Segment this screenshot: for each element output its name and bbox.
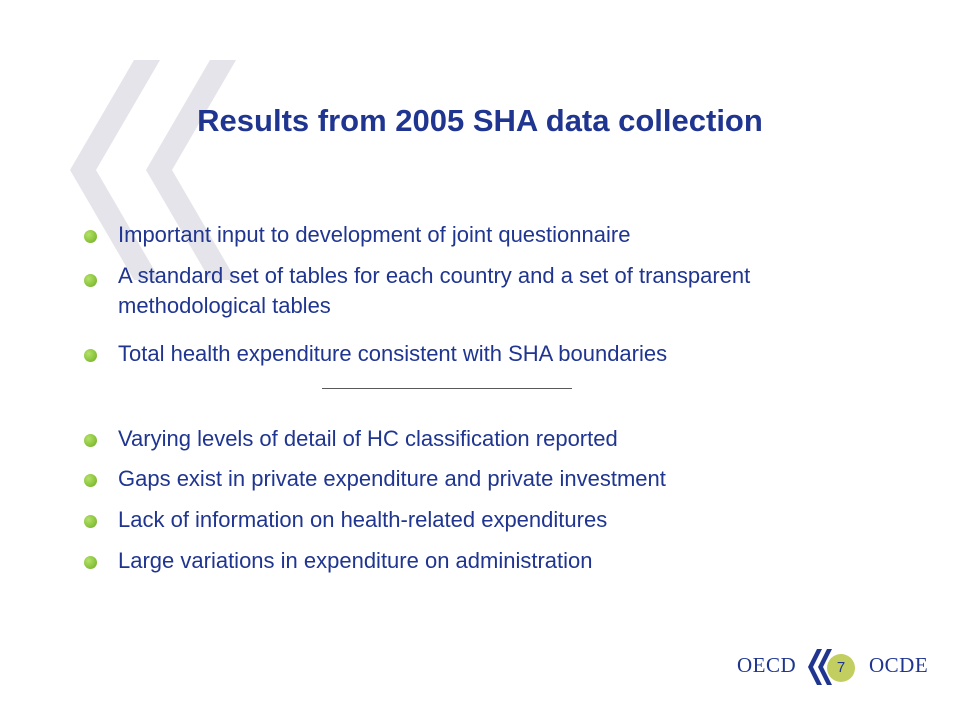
bullet-dot-icon <box>84 274 97 287</box>
logo-text-oecd: OECD <box>737 653 797 677</box>
bullet-dot-icon <box>84 434 97 447</box>
bullet-dot-icon <box>84 230 97 243</box>
bullet-text: Lack of information on health-related expenditures <box>118 507 608 532</box>
bullet-text: A standard set of tables for each country and a set of transparent methodological tables <box>118 263 751 318</box>
section-divider <box>322 388 572 389</box>
bullet-dot-icon <box>84 474 97 487</box>
bullet-text: Gaps exist in private expenditure and private investment <box>118 466 666 491</box>
bullet-text: Total health expenditure consistent with SHA boundaries <box>118 341 668 366</box>
oecd-logo <box>737 645 937 690</box>
bullet-text: Important input to development of joint questionnaire <box>118 222 631 247</box>
bullet-dot-icon <box>84 349 97 362</box>
bullet-dot-icon <box>84 556 97 569</box>
bullet-text: Large variations in expenditure on administration <box>118 548 593 573</box>
slide-title: Results from 2005 SHA data collection <box>197 103 763 138</box>
page-number-badge: 7 <box>827 654 855 682</box>
bullet-dot-icon <box>84 515 97 528</box>
bullet-text: Varying levels of detail of HC classification reported <box>118 426 618 451</box>
logo-text-ocde: OCDE <box>869 653 929 677</box>
